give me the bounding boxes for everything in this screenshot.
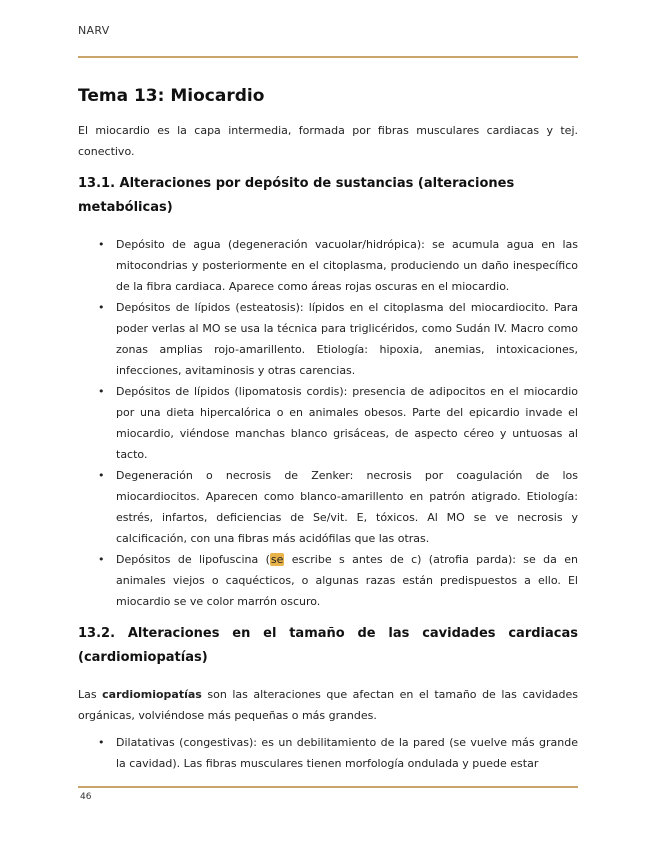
running-header: NARV bbox=[78, 24, 110, 37]
section-2-intro: Las cardiomiopatías son las alteraciones que afectan en el tamaño de las cavidades orgánicas, volviéndose más pequeñas o más grandes. bbox=[78, 688, 578, 722]
page-title: Tema 13: Miocardio bbox=[78, 86, 265, 106]
page-content bbox=[78, 86, 578, 780]
bullet-icon: • bbox=[98, 736, 105, 749]
section-heading-13-2: 13.2. Alteraciones en el tamaño de las cavidades cardiacas (cardiomiopatías) bbox=[78, 626, 578, 665]
list-item: • Dilatativas (congestivas): es un debilitamiento de la pared (se vuelve más grande la cavidad). Las fibras musculares tienen morfología ondulada y puede estar bbox=[78, 732, 578, 774]
section-2-list bbox=[78, 732, 578, 774]
intro-paragraph: El miocardio es la capa intermedia, formada por fibras musculares cardiacas y tej. conectivo. bbox=[78, 124, 578, 158]
footer-rule bbox=[78, 786, 578, 788]
list-item: • Depósitos de lípidos (lipomatosis cordis): presencia de adipocitos en el miocardio por una dieta hipercalórica o en animales obesos. Parte del epicardio invade el miocardio, viéndose manchas blanco grisáceas, de aspecto céreo y untuosas al tacto. bbox=[78, 381, 578, 465]
bullet-icon: • bbox=[98, 553, 105, 566]
bold-term: cardiomiopatías bbox=[102, 688, 202, 701]
bullet-icon: • bbox=[98, 385, 105, 398]
list-item: • Depósitos de lipofuscina (se escribe s antes de c) (atrofia parda): se da en animales viejos o caquécticos, o algunas razas están predispuestos a ello. El miocardio se ve color marrón oscuro. bbox=[78, 549, 578, 612]
page-number: 46 bbox=[80, 792, 92, 802]
section-heading-13-1: 13.1. Alteraciones por depósito de sustancias (alteraciones metabólicas) bbox=[78, 176, 515, 215]
bullet-icon: • bbox=[98, 469, 105, 482]
list-item: • Depósito de agua (degeneración vacuolar/hidrópica): se acumula agua en las mitocondrias y posteriormente en el citoplasma, produciendo un daño inespecífico de la fibra cardiaca. Aparece como áreas rojas oscuras en el miocardio. bbox=[78, 234, 578, 297]
list-item: • Depósitos de lípidos (esteatosis): lípidos en el citoplasma del miocardiocito. Para poder verlas al MO se usa la técnica para triglicéridos, como Sudán IV. Macro como zonas amplias rojo-amarillento. Etiología: hipoxia, anemias, intoxicaciones, infecciones, avitaminosis y otras carencias. bbox=[78, 297, 578, 381]
header-rule bbox=[78, 56, 578, 58]
bullet-icon: • bbox=[98, 238, 105, 251]
bullet-icon: • bbox=[98, 301, 105, 314]
highlighted-text: se bbox=[270, 553, 284, 566]
section-1-list bbox=[78, 234, 578, 612]
list-item: • Degeneración o necrosis de Zenker: necrosis por coagulación de los miocardiocitos. Aparecen como blanco-amarillento en patrón atigrado. Etiología: estrés, infartos, deficiencias de Se/vit. E, tóxicos. Al MO se ve necrosis y calcificación, con una fibras más acidófilas que las otras. bbox=[78, 465, 578, 549]
